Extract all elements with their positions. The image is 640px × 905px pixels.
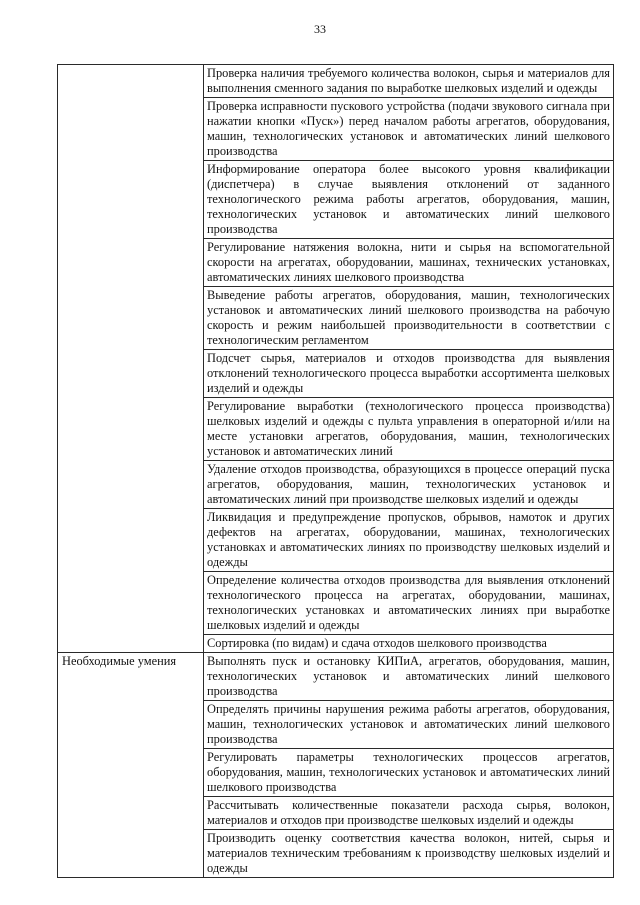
list-item: Определение количества отходов производства для выявления отклонений технологического процесса на агрегатах, оборудовании, машинах, технологических установках и автоматических линиях при выработке шелковых изделий и одежды — [204, 571, 613, 634]
list-item: Информирование оператора более высокого уровня квалификации (диспетчера) в случае выявления отклонений от заданного технологического режима работы агрегатов, оборудования, машин, технологических установок и автоматических линий шелкового производства — [204, 160, 613, 238]
list-item: Удаление отходов производства, образующихся в процессе операций пуска агрегатов, оборудования, машин, технологических установок и автоматических линий при производстве шелковых изделий и одежды — [204, 460, 613, 508]
list-item: Регулирование выработки (технологического процесса производства) шелковых изделий и одежды с пульта управления в операторной и/или на месте установки агрегатов, оборудования, машин, технологических установок и автоматических линий — [204, 397, 613, 460]
list-item: Выполнять пуск и остановку КИПиА, агрегатов, оборудования, машин, технологических установок и автоматических линий шелкового производства — [207, 654, 610, 698]
table-row — [58, 65, 614, 653]
table-row — [58, 653, 614, 878]
list-item: Рассчитывать количественные показатели расхода сырья, волокон, материалов и отходов при производстве шелковых изделий и одежды — [204, 796, 613, 829]
list-item: Ликвидация и предупреждение пропусков, обрывов, намоток и других дефектов на агрегатах, оборудовании, машинах, технологических установках и автоматических линиях по производству шелковых изделий и одежды — [204, 508, 613, 571]
list-item: Подсчет сырья, материалов и отходов производства для выявления отклонений технологического процесса выработки ассортимента шелковых изделий и одежды — [204, 349, 613, 397]
list-item: Регулировать параметры технологических процессов агрегатов, оборудования, машин, технологических установок и автоматических линий шелкового производства — [204, 748, 613, 796]
list-item: Определять причины нарушения режима работы агрегатов, оборудования, машин, технологических установок и автоматических линий шелкового производства — [204, 700, 613, 748]
row-items-cell — [204, 653, 614, 878]
list-item: Выведение работы агрегатов, оборудования, машин, технологических установок и автоматических линий шелкового производства на рабочую скорость и режим наибольшей производительности в соответствии с технологическим регламентом — [204, 286, 613, 349]
list-item: Проверка исправности пускового устройства (подачи звукового сигнала при нажатии кнопки «Пуск») перед началом работы агрегатов, оборудования, машин, технологических установок и автоматических линий шелкового производства — [204, 97, 613, 160]
row-label-cell — [58, 65, 204, 653]
row-items-cell — [204, 65, 614, 653]
row-label-skills: Необходимые умения — [62, 654, 177, 668]
row-label — [58, 65, 203, 66]
requirements-table — [57, 64, 614, 878]
list-item: Производить оценку соответствия качества волокон, нитей, сырья и материалов техническим требованиям к производству шелковых изделий и одежды — [204, 829, 613, 877]
page-number: 33 — [314, 22, 326, 36]
list-item: Сортировка (по видам) и сдача отходов шелкового производства — [204, 634, 613, 652]
list-item: Регулирование натяжения волокна, нити и сырья на вспомогательной скорости на агрегатах, оборудовании, машинах, технических установках, автоматических линиях шелкового производства — [204, 238, 613, 286]
row-label-cell — [58, 653, 204, 878]
list-item: Проверка наличия требуемого количества волокон, сырья и материалов для выполнения сменного задания по выработке шелковых изделий и одежды — [207, 66, 610, 95]
